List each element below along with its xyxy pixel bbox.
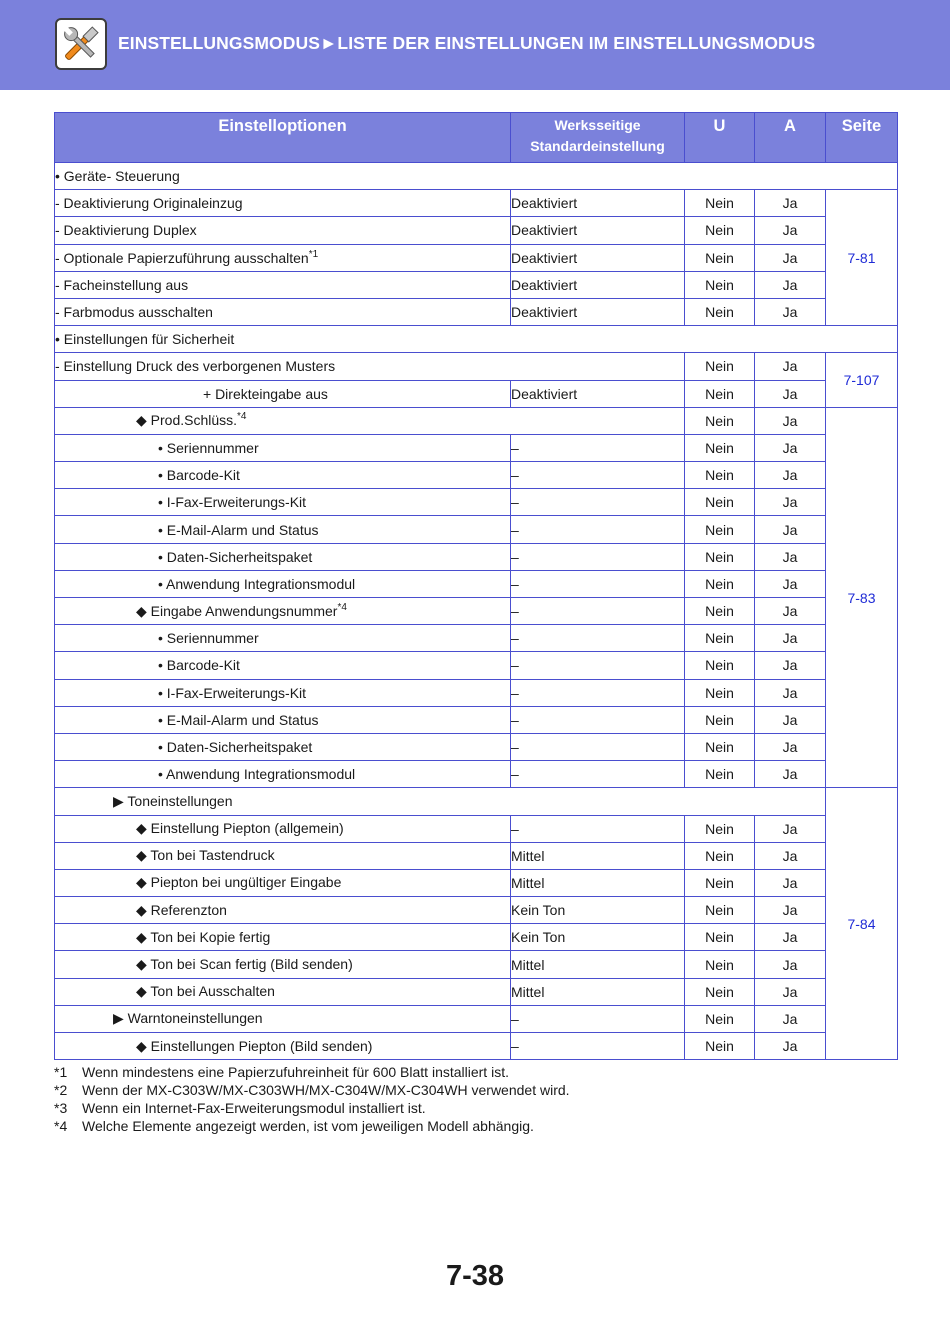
setting-label: [55, 815, 511, 842]
table-row: [55, 570, 898, 597]
tools-icon: [55, 18, 107, 70]
page-reference-link[interactable]: 7-81: [826, 190, 898, 326]
a-value: Ja: [755, 625, 826, 652]
u-value: Nein: [685, 380, 755, 407]
default-value: Deaktiviert: [511, 190, 685, 217]
footnote-key: *2: [54, 1082, 68, 1098]
setting-label: [55, 869, 511, 896]
footnote-marker: *4: [237, 411, 247, 423]
default-value: Mittel: [511, 978, 685, 1005]
table-row: [55, 407, 898, 434]
default-value: –: [511, 1005, 685, 1032]
table-row: [55, 598, 898, 625]
setting-label-text: • Anwendung Integrationsmodul: [158, 575, 356, 592]
default-value: –: [511, 434, 685, 461]
setting-label: [55, 625, 511, 652]
setting-label-text: • I-Fax-Erweiterungs-Kit: [158, 684, 307, 701]
header-page: Seite: [826, 113, 898, 163]
setting-label: [55, 244, 511, 271]
setting-label-text: ◆ Ton bei Tastendruck: [136, 847, 275, 864]
u-value: Nein: [685, 543, 755, 570]
setting-label: [55, 217, 511, 244]
default-value: Deaktiviert: [511, 271, 685, 298]
setting-label-text: • Daten-Sicherheitspaket: [158, 548, 313, 565]
setting-label-text: ◆ Einstellungen Piepton (Bild senden): [136, 1037, 373, 1054]
setting-label: [55, 380, 511, 407]
table-row: [55, 163, 898, 190]
default-value: –: [511, 1033, 685, 1060]
setting-label: [55, 652, 511, 679]
u-value: Nein: [685, 706, 755, 733]
setting-label-text: • Seriennummer: [158, 630, 259, 647]
table-row: [55, 244, 898, 271]
u-value: Nein: [685, 434, 755, 461]
setting-label-text: ▶ Warntoneinstellungen: [113, 1010, 263, 1027]
u-value: Nein: [685, 761, 755, 788]
a-value: Ja: [755, 489, 826, 516]
default-value: –: [511, 706, 685, 733]
default-value: –: [511, 815, 685, 842]
setting-label-text: + Direkteingabe aus: [203, 385, 328, 402]
setting-label: [55, 271, 511, 298]
a-value: Ja: [755, 652, 826, 679]
header-default: [511, 113, 685, 163]
setting-label-text: - Deaktivierung Originaleinzug: [55, 195, 243, 212]
table-row: [55, 733, 898, 760]
u-value: Nein: [685, 462, 755, 489]
header-default-line1: Werksseitige: [554, 117, 641, 133]
table-row: [55, 462, 898, 489]
setting-label: [55, 598, 511, 625]
setting-label-text: ◆ Referenzton: [136, 901, 227, 918]
default-value: –: [511, 516, 685, 543]
default-value: Deaktiviert: [511, 298, 685, 325]
default-value: –: [511, 598, 685, 625]
a-value: Ja: [755, 1005, 826, 1032]
u-value: Nein: [685, 951, 755, 978]
a-value: Ja: [755, 842, 826, 869]
setting-label: [55, 516, 511, 543]
table-row: [55, 543, 898, 570]
setting-label-text: ◆ Piepton bei ungültiger Eingabe: [136, 874, 342, 891]
footnote: [54, 1081, 914, 1099]
page-title: EINSTELLUNGSMODUS►LISTE DER EINSTELLUNGEN IM EINSTELLUNGSMODUS: [118, 33, 816, 53]
setting-label: [55, 434, 511, 461]
default-value: –: [511, 625, 685, 652]
default-value: –: [511, 733, 685, 760]
u-value: Nein: [685, 815, 755, 842]
u-value: Nein: [685, 407, 755, 434]
footnote-marker: *1: [308, 248, 319, 260]
table-row: [55, 190, 898, 217]
table-row: [55, 706, 898, 733]
table-row: [55, 761, 898, 788]
footnote: [54, 1117, 914, 1135]
table-row: [55, 516, 898, 543]
a-value: Ja: [755, 570, 826, 597]
default-value: Kein Ton: [511, 924, 685, 951]
setting-label: [55, 679, 511, 706]
setting-label-text: • E-Mail-Alarm und Status: [158, 521, 319, 538]
setting-label-text: - Facheinstellung aus: [55, 276, 189, 293]
setting-label-text: ◆ Ton bei Ausschalten: [136, 983, 275, 1000]
a-value: Ja: [755, 706, 826, 733]
u-value: Nein: [685, 190, 755, 217]
footnote-text: Welche Elemente angezeigt werden, ist vom jeweiligen Modell abhängig.: [82, 1118, 534, 1134]
setting-label-text: ◆ Eingabe Anwendungsnummer: [136, 602, 338, 619]
table-row: [55, 978, 898, 1005]
u-value: Nein: [685, 489, 755, 516]
a-value: Ja: [755, 1033, 826, 1060]
a-value: Ja: [755, 598, 826, 625]
table-row: [55, 842, 898, 869]
setting-label: [55, 298, 511, 325]
page-reference-link[interactable]: 7-107: [826, 353, 898, 407]
setting-label: [55, 733, 511, 760]
a-value: Ja: [755, 217, 826, 244]
u-value: Nein: [685, 924, 755, 951]
a-value: Ja: [755, 462, 826, 489]
u-value: Nein: [685, 1005, 755, 1032]
settings-table: [54, 112, 898, 1060]
table-row: [55, 217, 898, 244]
setting-label-text: ◆ Prod.Schlüss.: [136, 412, 238, 429]
default-value: Mittel: [511, 842, 685, 869]
table-row: [55, 869, 898, 896]
default-value: –: [511, 543, 685, 570]
header-u: U: [685, 113, 755, 163]
footnote-key: *4: [54, 1118, 68, 1134]
setting-label-text: ◆ Ton bei Scan fertig (Bild senden): [136, 956, 353, 973]
setting-label-text: ◆ Einstellung Piepton (allgemein): [136, 820, 344, 837]
a-value: Ja: [755, 733, 826, 760]
u-value: Nein: [685, 869, 755, 896]
default-value: –: [511, 761, 685, 788]
u-value: Nein: [685, 271, 755, 298]
u-value: Nein: [685, 625, 755, 652]
setting-label: [55, 163, 898, 190]
a-value: Ja: [755, 298, 826, 325]
a-value: Ja: [755, 869, 826, 896]
setting-label: [55, 788, 826, 815]
setting-label-text: • E-Mail-Alarm und Status: [158, 711, 319, 728]
default-value: Mittel: [511, 869, 685, 896]
setting-label: [55, 543, 511, 570]
footnote-text: Wenn mindestens eine Papierzufuhreinheit für 600 Blatt installiert ist.: [82, 1064, 509, 1080]
u-value: Nein: [685, 897, 755, 924]
setting-label-text: • Daten-Sicherheitspaket: [158, 739, 313, 756]
setting-label: [55, 570, 511, 597]
a-value: Ja: [755, 244, 826, 271]
setting-label-text: • Seriennummer: [158, 439, 259, 456]
page-header: [0, 0, 950, 90]
setting-label: [55, 951, 511, 978]
setting-label-text: - Farbmodus ausschalten: [55, 304, 213, 321]
setting-label-text: • Barcode-Kit: [158, 657, 240, 674]
a-value: Ja: [755, 190, 826, 217]
table-row: [55, 434, 898, 461]
u-value: Nein: [685, 516, 755, 543]
setting-label-text: • Geräte- Steuerung: [55, 168, 180, 185]
footnote-key: *3: [54, 1100, 68, 1116]
page-reference-link[interactable]: 7-84: [826, 788, 898, 1060]
table-row: [55, 1005, 898, 1032]
u-value: Nein: [685, 217, 755, 244]
header-a: A: [755, 113, 826, 163]
footnote-text: Wenn der MX-C303W/MX-C303WH/MX-C304W/MX-C304WH verwendet wird.: [82, 1082, 570, 1098]
footnote-key: *1: [54, 1064, 68, 1080]
table-row: [55, 326, 898, 353]
footnote-text: Wenn ein Internet-Fax-Erweiterungsmodul installiert ist.: [82, 1100, 426, 1116]
setting-label: [55, 353, 685, 380]
setting-label: [55, 1005, 511, 1032]
u-value: Nein: [685, 842, 755, 869]
setting-label: [55, 1033, 511, 1060]
footnote: [54, 1063, 914, 1081]
footnote-marker: *4: [337, 601, 347, 613]
u-value: Nein: [685, 652, 755, 679]
table-row: [55, 815, 898, 842]
default-value: Deaktiviert: [511, 217, 685, 244]
default-value: Deaktiviert: [511, 380, 685, 407]
a-value: Ja: [755, 271, 826, 298]
setting-label: [55, 924, 511, 951]
setting-label: [55, 489, 511, 516]
a-value: Ja: [755, 407, 826, 434]
setting-label-text: • Einstellungen für Sicherheit: [55, 331, 235, 348]
u-value: Nein: [685, 298, 755, 325]
setting-label-text: • I-Fax-Erweiterungs-Kit: [158, 494, 307, 511]
table-row: [55, 489, 898, 516]
setting-label: [55, 462, 511, 489]
default-value: –: [511, 462, 685, 489]
u-value: Nein: [685, 570, 755, 597]
u-value: Nein: [685, 733, 755, 760]
a-value: Ja: [755, 679, 826, 706]
page-number: 7-38: [445, 1260, 505, 1292]
header-default-line2: Standardeinstellung: [530, 138, 665, 154]
page-reference-link[interactable]: 7-83: [826, 407, 898, 788]
footnote: [54, 1099, 914, 1117]
default-value: –: [511, 652, 685, 679]
setting-label-text: - Deaktivierung Duplex: [55, 222, 197, 239]
u-value: Nein: [685, 1033, 755, 1060]
table-row: [55, 679, 898, 706]
default-value: –: [511, 679, 685, 706]
setting-label: [55, 897, 511, 924]
a-value: Ja: [755, 951, 826, 978]
u-value: Nein: [685, 244, 755, 271]
setting-label: [55, 761, 511, 788]
a-value: Ja: [755, 978, 826, 1005]
table-row: [55, 788, 898, 815]
default-value: Kein Ton: [511, 897, 685, 924]
setting-label-text: - Optionale Papierzuführung ausschalten: [55, 249, 309, 266]
table-row: [55, 897, 898, 924]
a-value: Ja: [755, 543, 826, 570]
setting-label-text: • Barcode-Kit: [158, 467, 240, 484]
a-value: Ja: [755, 924, 826, 951]
table-row: [55, 924, 898, 951]
table-row: [55, 951, 898, 978]
setting-label: [55, 407, 685, 434]
a-value: Ja: [755, 897, 826, 924]
setting-label-text: • Anwendung Integrationsmodul: [158, 766, 356, 783]
default-value: Mittel: [511, 951, 685, 978]
setting-label: [55, 978, 511, 1005]
setting-label: [55, 326, 898, 353]
table-row: [55, 271, 898, 298]
a-value: Ja: [755, 516, 826, 543]
table-row: [55, 380, 898, 407]
a-value: Ja: [755, 815, 826, 842]
table-row: [55, 353, 898, 380]
a-value: Ja: [755, 353, 826, 380]
a-value: Ja: [755, 434, 826, 461]
u-value: Nein: [685, 978, 755, 1005]
table-row: [55, 625, 898, 652]
setting-label-text: - Einstellung Druck des verborgenen Musters: [55, 358, 336, 375]
setting-label: [55, 842, 511, 869]
a-value: Ja: [755, 380, 826, 407]
setting-label: [55, 190, 511, 217]
setting-label-text: ◆ Ton bei Kopie fertig: [136, 928, 271, 945]
header-options: Einstelloptionen: [55, 113, 511, 163]
u-value: Nein: [685, 353, 755, 380]
table-row: [55, 1033, 898, 1060]
default-value: –: [511, 570, 685, 597]
u-value: Nein: [685, 598, 755, 625]
table-row: [55, 298, 898, 325]
u-value: Nein: [685, 679, 755, 706]
default-value: –: [511, 489, 685, 516]
table-row: [55, 652, 898, 679]
a-value: Ja: [755, 761, 826, 788]
setting-label-text: ▶ Toneinstellungen: [113, 792, 233, 809]
default-value: Deaktiviert: [511, 244, 685, 271]
setting-label: [55, 706, 511, 733]
